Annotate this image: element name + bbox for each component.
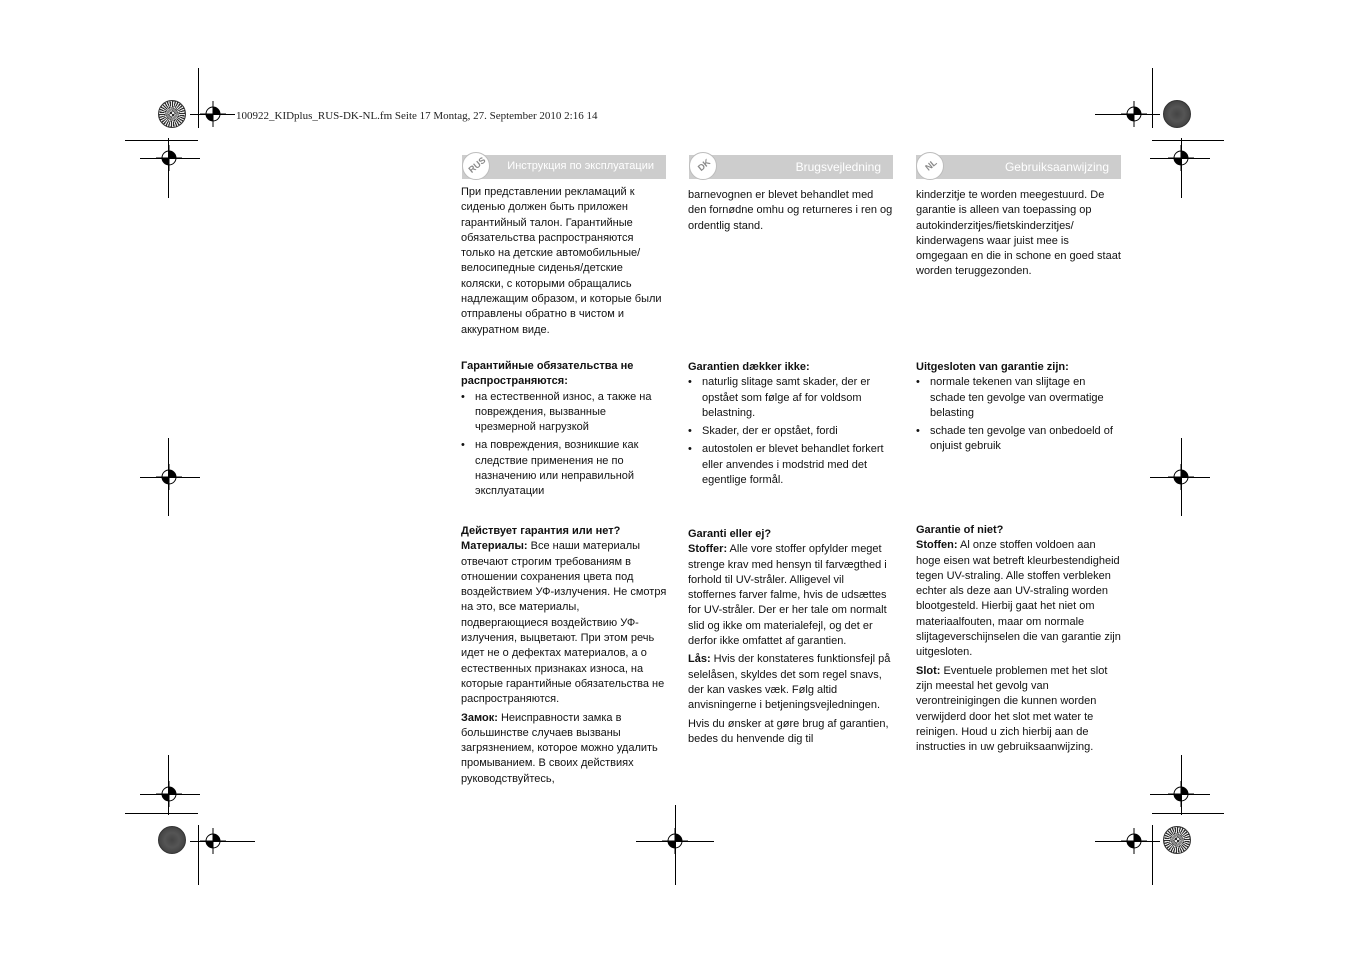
- registration-mark: [1121, 101, 1147, 127]
- intro-text: barnevognen er blevet behandlet med den fornødne omhu og returneres i ren og ordentlig stand.: [688, 189, 893, 232]
- language-badge: RUS: [462, 152, 490, 180]
- column-rus: [461, 185, 667, 795]
- header-bar-dk: [689, 155, 893, 179]
- list-item: • schade ten gevolge van onbedoeld of onjuist gebruik: [916, 424, 1122, 455]
- list-item: • на повреждения, возникшие как следствие применения не по назначению или неправильной эксплуатации: [461, 438, 667, 499]
- warranty-heading: Garantie of niet?: [916, 524, 1004, 536]
- lock-label: Lås:: [688, 653, 711, 666]
- registration-rosette: [1163, 100, 1191, 128]
- lock-paragraph: [461, 711, 667, 787]
- header-title: Gebruiksaanwijzing: [1004, 160, 1109, 174]
- registration-mark: [156, 464, 182, 490]
- header-bar-rus: [462, 155, 666, 179]
- language-badge: DK: [689, 152, 717, 180]
- lock-paragraph: [688, 652, 894, 713]
- column-dk: [688, 188, 894, 788]
- registration-mark: [662, 828, 688, 854]
- registration-rosette: [158, 826, 186, 854]
- lock-text: Hvis der konstateres funktionsfejl på selelåsen, skyldes det som regel snavs, der kan vaskes væk. Følg altid anvisningerne i betjeningsvejledningen.: [688, 653, 891, 712]
- lock-label: Slot:: [916, 664, 941, 677]
- language-badge: NL: [916, 152, 944, 180]
- materials-paragraph: [688, 542, 894, 649]
- materials-label: Stoffen:: [916, 539, 958, 552]
- list-item: • autostolen er blevet behandlet forkert eller anvendes i modstrid med det egentlige formål.: [688, 442, 894, 488]
- exclusions-heading: Uitgesloten van garantie zijn:: [916, 361, 1069, 373]
- list-item: • Skader, der er opstået, fordi: [688, 424, 894, 439]
- registration-mark: [1168, 145, 1194, 171]
- materials-label: Stoffer:: [688, 543, 728, 556]
- exclusions-list: [461, 390, 667, 500]
- materials-label: Материалы:: [461, 540, 528, 553]
- lock-paragraph: [916, 664, 1122, 756]
- column-nl: [916, 188, 1122, 788]
- intro-text: kinderzitje te worden meegestuurd. De garantie is alleen van toepassing op autokinderzitjes/fietskinderzitjes/ kinderwagens waar juist mee is omgegaan en die in schone en goed staat worden teruggezonden.: [916, 189, 1121, 278]
- warranty-heading: Garanti eller ej?: [688, 528, 772, 540]
- header-title: Brugsvejledning: [795, 160, 881, 174]
- lock-label: Замок:: [461, 711, 498, 724]
- registration-mark: [156, 145, 182, 171]
- lock-text: Eventuele problemen met het slot zijn meestal het gevolg van verontreinigingen die kunnen worden verwijderd door het slot met water te reinigen. Houd u zich hierbij aan de instructies in uw gebruiksaanwijzing.: [916, 664, 1108, 754]
- registration-mark: [200, 828, 226, 854]
- registration-mark: [156, 781, 182, 807]
- lock-text: Неисправности замка в большинстве случаев вызваны загрязнением, которое можно удалить промыванием. В своих действиях руководствуйтесь,: [461, 711, 658, 785]
- registration-rosette: [1163, 826, 1191, 854]
- registration-rosette: [158, 100, 186, 128]
- exclusions-list: [916, 375, 1122, 454]
- registration-mark: [200, 101, 226, 127]
- registration-mark: [1121, 828, 1147, 854]
- warranty-heading: Действует гарантия или нет?: [461, 525, 621, 537]
- materials-paragraph: [916, 538, 1122, 660]
- print-slug: 100922_KIDplus_RUS-DK-NL.fm Seite 17 Montag, 27. September 2010 2:16 14: [236, 110, 598, 122]
- exclusions-list: [688, 375, 894, 488]
- exclusions-heading: Garantien dækker ikke:: [688, 361, 810, 373]
- list-item: • на естественной износ, а также на повреждения, вызванные чрезмерной нагрузкой: [461, 390, 667, 436]
- header-bar-nl: [916, 155, 1121, 179]
- registration-mark: [1168, 464, 1194, 490]
- list-item: • normale tekenen van slijtage en schade ten gevolge van overmatige belasting: [916, 375, 1122, 421]
- registration-mark: [1168, 781, 1194, 807]
- materials-paragraph: [461, 539, 667, 707]
- materials-text: Al onze stoffen voldoen aan hoge eisen wat betreft kleurbestendigheid tegen UV-straling. Alle stoffen verbleken echter als deze aan UV-straling worden blootgesteld. Hierbij gaat het niet om materiaalfouten, maar om normale slijtageverschijnselen die van garantie zijn uitgesloten.: [916, 539, 1121, 659]
- tail-paragraph: Hvis du ønsker at gøre brug af garantien, bedes du henvende dig til: [688, 717, 889, 745]
- list-item: • naturlig slitage samt skader, der er opstået som følge af for voldsom belastning.: [688, 375, 894, 421]
- materials-text: Все наши материалы отвечают строгим требованиям в отношении сохранения цвета под воздействием УФ-излучения. Не смотря на это, все материалы, подвергающиеся воздействию УФ-излучения, выцветают. При этом речь идет не о дефектах материалов, а о естественных признаках износа, на которые гарантийные обязательства не распространяются.: [461, 540, 667, 706]
- exclusions-heading: Гарантийные обязательства не распространяются:: [461, 360, 634, 388]
- intro-text: При представлении рекламаций к сиденью должен быть приложен гарантийный талон. Гарантийные обязательства распространяются только на детские автомобильные/ велосипедные сиденья/детские коляски, с которыми обращались надлежащим образом, и которые были отправлены обратно в чистом и аккуратном виде.: [461, 186, 662, 336]
- header-title: Инструкция по эксплуатации: [507, 160, 654, 172]
- materials-text: Alle vore stoffer opfylder meget strenge krav med hensyn til farvægthed i forhold til UV-stråler. Alligevel vil stoffernes farver falme, hvis de udsættes for UV-stråler. Der er her tale om normalt slid og ikke om materialefejl, og det er derfor ikke omfattet af garantien.: [688, 543, 887, 648]
